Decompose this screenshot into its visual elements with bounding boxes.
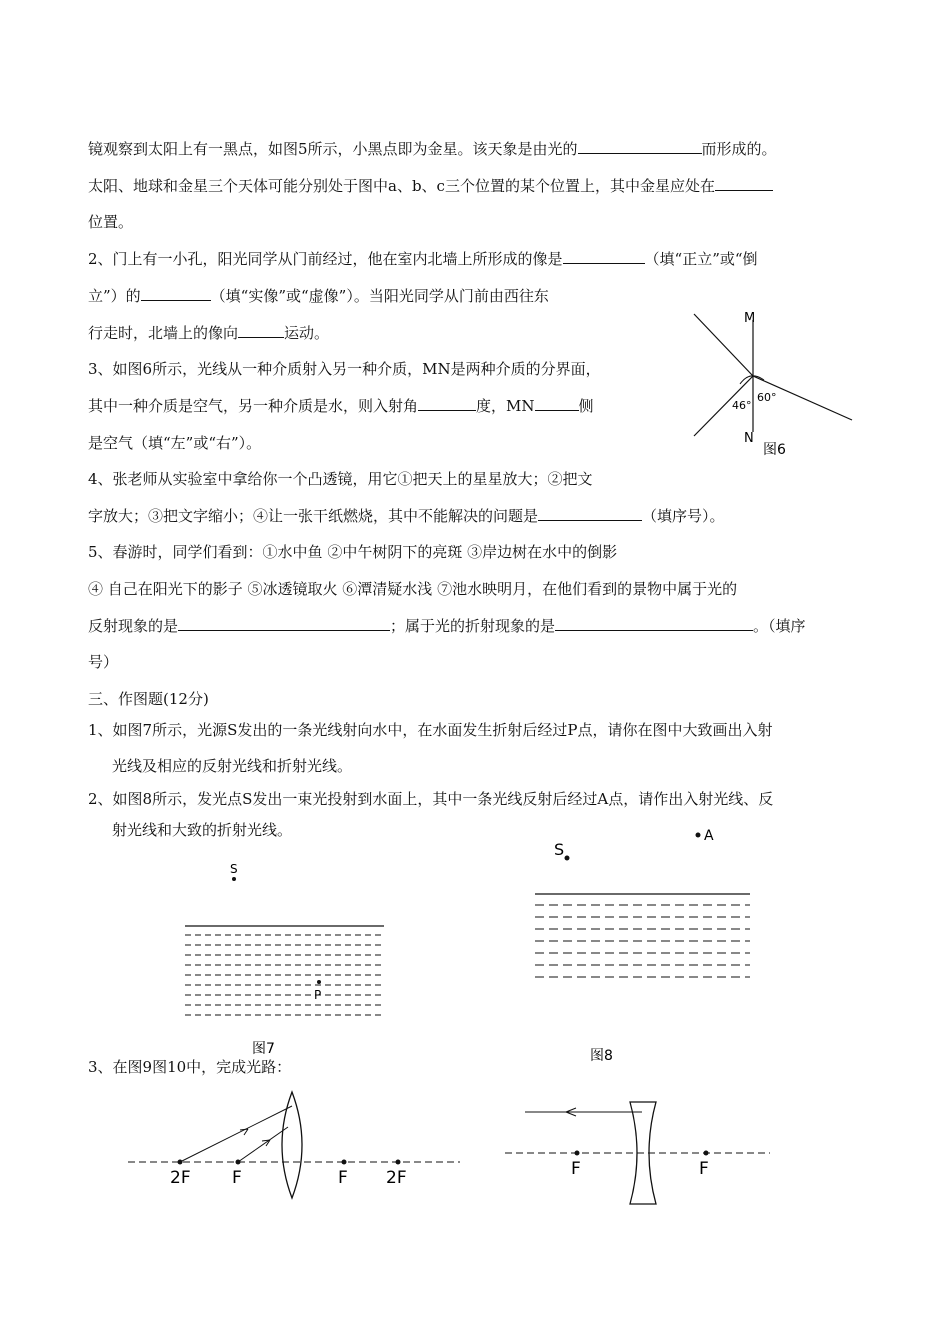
q2-text: 行走时，北墙上的像向 <box>88 324 239 342</box>
figure-8 <box>530 820 770 1064</box>
label-2f: 2F <box>386 1168 407 1188</box>
d3-text: 3、在图9图10中，完成光路： <box>88 1058 292 1076</box>
answer-blank[interactable] <box>178 616 390 631</box>
label-f: F <box>699 1159 709 1179</box>
section-title-text: 三、作图题(12分) <box>88 690 209 708</box>
angle-46: 46° <box>732 399 752 412</box>
text-line <box>88 176 773 196</box>
q2-text: 运动。 <box>284 324 330 342</box>
text-line <box>88 286 549 306</box>
text-line <box>88 212 133 232</box>
figure-10 <box>500 1090 780 1220</box>
text-line <box>88 542 617 562</box>
angle-60: 60° <box>757 391 777 404</box>
text-line <box>88 249 758 269</box>
q5-text: 反射现象的是 <box>88 617 179 635</box>
text-line <box>88 433 261 453</box>
point-2f-left <box>178 1160 183 1165</box>
label-2f: 2F <box>170 1168 191 1188</box>
text-line <box>88 506 725 526</box>
text-line <box>88 1057 291 1077</box>
label-s: S <box>554 840 565 859</box>
point-f-right <box>342 1160 347 1165</box>
point-2f-right <box>396 1160 401 1165</box>
text-line <box>88 323 329 343</box>
light-source-point <box>565 856 570 861</box>
q5-text: 。（填序 <box>753 617 806 635</box>
q4-text: 字放大；③把文字缩小；④让一张干纸燃烧，其中不能解决的问题是 <box>88 507 539 525</box>
answer-blank[interactable] <box>238 323 284 338</box>
d2-text: 射光线和大致的折射光线。 <box>112 821 293 839</box>
label-s: S <box>230 862 238 876</box>
point-f-left <box>575 1151 580 1156</box>
answer-blank[interactable] <box>563 249 645 264</box>
answer-blank[interactable] <box>538 506 642 521</box>
q5-text: ；属于光的折射现象的是 <box>390 617 556 635</box>
point-a <box>696 833 701 838</box>
q3-text: 侧 <box>578 397 594 415</box>
label-f: F <box>232 1168 242 1188</box>
text-line <box>88 579 737 599</box>
point-f-right <box>704 1151 709 1156</box>
q3-text: 3、如图6所示，光线从一种介质射入另一种介质，MN是两种介质的分界面， <box>88 360 601 378</box>
q3-text: 其中一种介质是空气，另一种介质是水，则入射角 <box>88 397 419 415</box>
answer-blank[interactable] <box>715 176 773 191</box>
figure-7 <box>180 855 400 1065</box>
answer-blank[interactable] <box>418 396 476 411</box>
ray-1 <box>180 1106 292 1162</box>
q3-text: 度，MN <box>476 397 535 415</box>
answer-blank[interactable] <box>555 616 753 631</box>
label-f: F <box>571 1159 581 1179</box>
water-lines <box>185 935 384 1015</box>
figure-6 <box>680 300 860 460</box>
water-lines <box>535 905 750 977</box>
q5-text: 号） <box>88 653 119 671</box>
label-m: M <box>744 311 756 326</box>
q3-text: 是空气（填“左”或“右”）。 <box>88 434 262 452</box>
q1-text: 太阳、地球和金星三个天体可能分别处于图中a、b、c三个位置的某个位置上，其中金星应处在 <box>88 177 715 195</box>
text-line <box>112 820 292 840</box>
q2-text: （填“实像”或“虚像”）。当阳光同学从门前由西往东 <box>210 287 549 305</box>
light-source-point <box>232 877 236 881</box>
text-line <box>88 652 118 672</box>
figure-6-caption: 图6 <box>763 442 786 458</box>
answer-blank[interactable] <box>578 139 702 154</box>
label-p: P <box>314 988 322 1002</box>
text-line <box>112 756 352 776</box>
q5-text: ④ 自己在阳光下的影子 ⑤冰透镜取火 ⑥潭清疑水浅 ⑦池水映明月，在他们看到的景物中属于光的 <box>88 580 738 598</box>
label-f: F <box>338 1168 348 1188</box>
text-line <box>88 359 601 379</box>
q2-text: （填“正立”或“倒 <box>644 250 758 268</box>
section-title <box>88 689 209 709</box>
label-a: A <box>704 828 714 844</box>
answer-blank[interactable] <box>535 396 579 411</box>
q1-text: 而形成的。 <box>701 140 777 158</box>
convex-lens <box>282 1092 302 1198</box>
label-n: N <box>744 431 754 446</box>
q1-text: 镜观察到太阳上有一黑点，如图5所示，小黑点即为金星。该天象是由光的 <box>88 140 578 158</box>
figure-8-caption: 图8 <box>590 1048 613 1064</box>
answer-blank[interactable] <box>141 286 211 301</box>
d1-text: 光线及相应的反射光线和折射光线。 <box>112 757 353 775</box>
q1-text: 位置。 <box>88 213 134 231</box>
point-f-left <box>236 1160 241 1165</box>
text-line <box>88 616 806 636</box>
d1-text: 1、如图7所示，光源S发出的一条光线射向水中，在水面发生折射后经过P点，请你在图中大致画出入射 <box>88 721 773 739</box>
q4-text: 4、张老师从实验室中拿给你一个凸透镜，用它①把天上的星星放大；②把文 <box>88 470 593 488</box>
text-line <box>88 396 594 416</box>
arrow-icon <box>240 1129 248 1135</box>
q4-text: （填序号）。 <box>642 507 725 525</box>
figure-7-caption: 图7 <box>252 1041 275 1057</box>
d2-text: 2、如图8所示，发光点S发出一束光投射到水面上，其中一条光线反射后经过A点，请作出入射光线、反 <box>88 790 774 808</box>
figure-9 <box>120 1090 470 1210</box>
text-line <box>88 139 777 159</box>
text-line <box>88 720 772 740</box>
q2-text: 立”）的 <box>88 287 141 305</box>
point-p <box>317 980 321 984</box>
text-line <box>88 469 593 489</box>
text-line <box>88 789 773 809</box>
q2-text: 2、门上有一小孔，阳光同学从门前经过，他在室内北墙上所形成的像是 <box>88 250 563 268</box>
q5-text: 5、春游时，同学们看到：①水中鱼 ②中午树阴下的亮斑 ③岸边树在水中的倒影 <box>88 543 618 561</box>
